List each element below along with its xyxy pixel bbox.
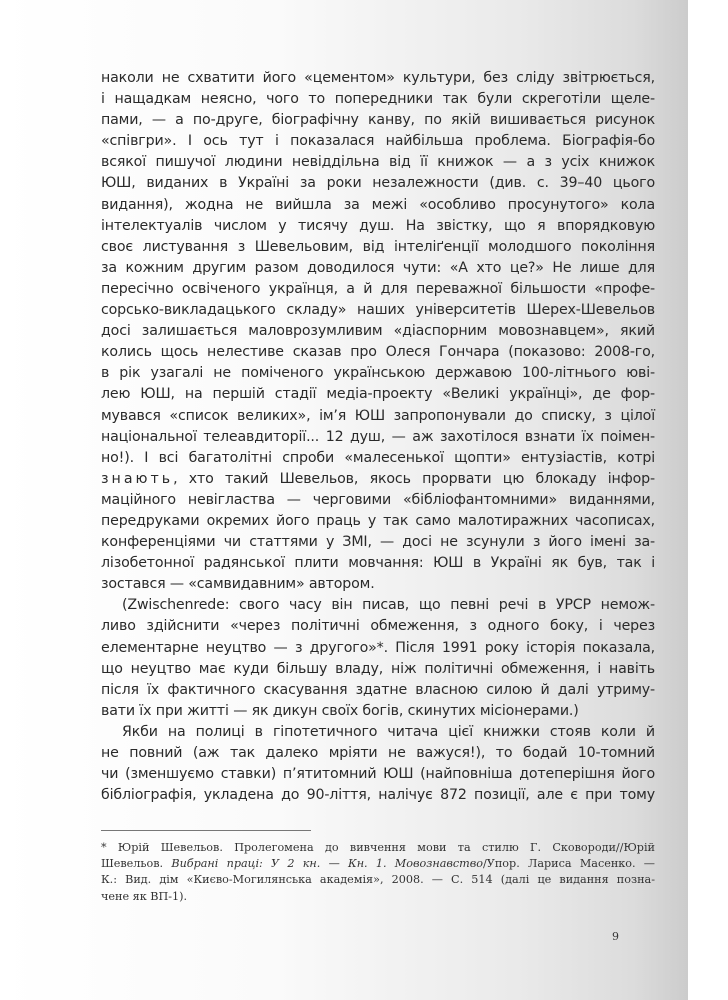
text-line: но!). І всі багатолітні спроби «малесенької щопти» ентузіастів, котрі — [101, 449, 655, 466]
text-line: (Zwischenrede: свого часу він писав, що певні речі в УРСР немож- — [122, 597, 655, 614]
emphasized-word: знають — [101, 470, 174, 487]
text-line: інтелектуалів числом у тисячу душ. На звістку, що я впорядковую — [101, 217, 655, 234]
text-line: за кожним другим разом доводилося чути: «А хто це?» Не лише для — [101, 259, 655, 276]
text-line: і нащадкам неясно, чого то попередники так були скреготіли щеле- — [101, 91, 655, 108]
footnote-text: /Упор. Лариса Масенко. — — [483, 857, 655, 871]
text-line: Якби на полиці в гіпотетичного читача цієї книжки стояв коли й — [122, 723, 655, 740]
text-line: ливо здійснити «через політичні обмеження, з одного боку, і через — [101, 618, 655, 635]
text-line: наколи не схватити його «цементом» культури, без сліду звітрюється, — [101, 70, 655, 86]
footnote-separator — [101, 830, 311, 831]
text-line: що неуцтво має куди більшу владу, ніж політичні обмеження, і навіть — [101, 660, 655, 677]
text-line: бібліографія, укладена до 90-ліття, налічує 872 позиції, але є при тому — [101, 787, 655, 804]
text-line: видання), жодна не вийшла за межі «особливо просунутого» кола — [101, 196, 655, 213]
text-line: пами, — а по-друге, біографічну канву, по якій вишивається рисунок — [101, 112, 655, 129]
text-line: після їх фактичного скасування здатне власною силою й далі утриму- — [101, 681, 655, 698]
text-line: всякої пишучої людини невіддільна від її книжок — а з усіх книжок — [101, 154, 655, 171]
text-line — [101, 469, 655, 490]
text-line: ЮШ, виданих в Україні за роки незалежности (див. с. 39–40 цього — [101, 175, 655, 192]
text-line: мувався «список великих», ім’я ЮШ запропонували до списку, з цілої — [101, 407, 655, 424]
text-line: сорсько-викладацького складу» наших університетів Шерех-Шевельов — [101, 302, 655, 319]
text-line: «співгри». І ось тут і показалася найбільша проблема. Біографія-бо — [101, 133, 655, 150]
footnote-text: Шевельов. — [101, 857, 172, 871]
body-text — [101, 68, 655, 806]
text-line: пересічно освіченого українця, а й для переважної більшости «профе- — [101, 280, 655, 297]
text-line: досі залишається маловрозумливим «діаспорним мовознавцем», який — [101, 323, 655, 340]
text-line: чи (зменшуємо ставки) п’ятитомний ЮШ (найповніша дотеперішня його — [101, 766, 655, 783]
text-line: лізобетонної радянської плити мовчання: ЮШ в Україні як був, так і — [101, 555, 655, 572]
footnote-italic-title: Вибрані праці: У 2 кн. — Кн. 1. Мовознавство — [171, 857, 483, 871]
text-line: своє листування з Шевельовим, від інтеліґенції молодшого покоління — [101, 238, 655, 255]
text-line: не повний (аж так далеко мріяти не важуся!), то бодай 10-томний — [101, 745, 655, 761]
footnote — [101, 840, 655, 905]
text-line: в рік узагалі не поміченого українською державою 100-літнього юві- — [101, 365, 655, 382]
text-line: елементарне неуцтво — з другого»*. Після 1991 року історія показала, — [101, 639, 655, 656]
text-line: національної телеавдиторії... 12 душ, — аж захотілося взнати їх поімен- — [101, 428, 655, 445]
text-line: маційного невігластва — черговими «бібліофантомними» виданнями, — [101, 491, 655, 508]
text-line: конференціями чи статтями у ЗМІ, — досі не зсунули з його імені за- — [101, 534, 655, 551]
footnote-line: * Юрій Шевельов. Пролегомена до вивчення мови та стилю Г. Сковороди//Юрій — [101, 841, 655, 854]
footnote-line: чене як ВП-1). — [101, 889, 188, 903]
footnote-line: К.: Вид. дім «Києво-Могилянська академія», 2008. — С. 514 (далі це видання позна- — [101, 873, 655, 887]
text-line: передруками окремих його праць у так само малотиражних часописах, — [101, 512, 655, 529]
text-line: зостався — «самвидавним» автором. — [101, 576, 375, 593]
text-line-rest: , хто такий Шевельов, якось прорвати цю блокаду інфор- — [173, 470, 655, 487]
text-line: колись щось нелестиве сказав про Олеся Гончара (показово: 2008-го, — [101, 344, 655, 361]
page-number: 9 — [612, 930, 619, 943]
text-line: лею ЮШ, на першій стадії медіа-проекту «Великі українці», де фор- — [101, 386, 655, 403]
text-line: вати їх при житті — як дикун своїх богів, скинутих місіонерами.) — [101, 702, 579, 719]
footnote-line — [101, 856, 655, 872]
